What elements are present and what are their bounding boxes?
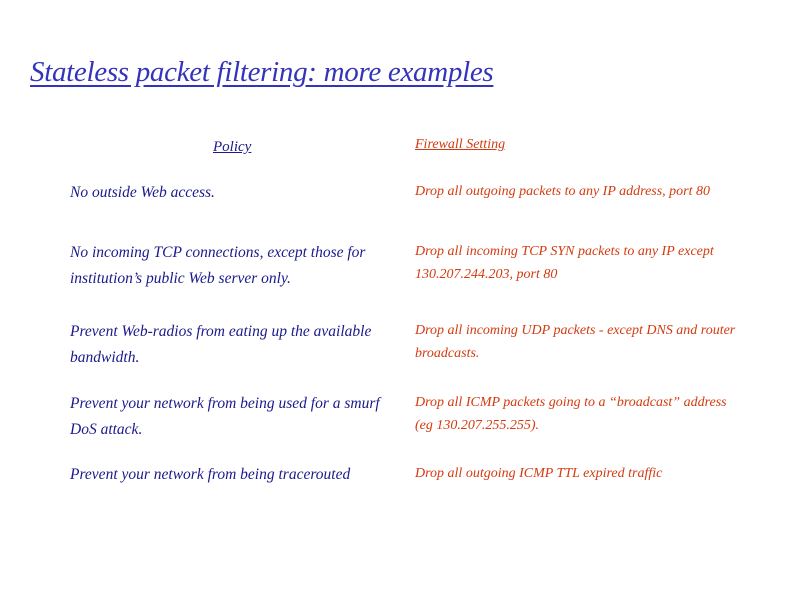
setting-cell-row-5: Drop all outgoing ICMP TTL expired traffic xyxy=(415,466,663,481)
setting-cell-row-2: Drop all incoming TCP SYN packets to any IP except 130.207.244.203, port 80 xyxy=(415,244,714,282)
policy-cell-row-5: Prevent your network from being tracerouted xyxy=(70,466,351,483)
policy-column-header: Policy xyxy=(213,139,252,155)
policy-cell-row-3: Prevent Web-radios from eating up the available bandwidth. xyxy=(70,323,372,366)
policy-cell-row-2: No incoming TCP connections, except those for institution’s public Web server only. xyxy=(70,244,366,287)
setting-cell-row-1: Drop all outgoing packets to any IP address, port 80 xyxy=(415,184,711,199)
policy-cell-row-4: Prevent your network from being used for a smurf DoS attack. xyxy=(70,395,380,438)
slide-title: Stateless packet filtering: more examples xyxy=(30,56,494,88)
firewall-setting-column-header: Firewall Setting xyxy=(415,137,506,152)
setting-cell-row-3: Drop all incoming UDP packets - except DNS and router broadcasts. xyxy=(415,323,736,361)
policy-cell-row-1: No outside Web access. xyxy=(70,184,215,201)
setting-cell-row-4: Drop all ICMP packets going to a “broadcast” address (eg 130.207.255.255). xyxy=(415,395,727,433)
